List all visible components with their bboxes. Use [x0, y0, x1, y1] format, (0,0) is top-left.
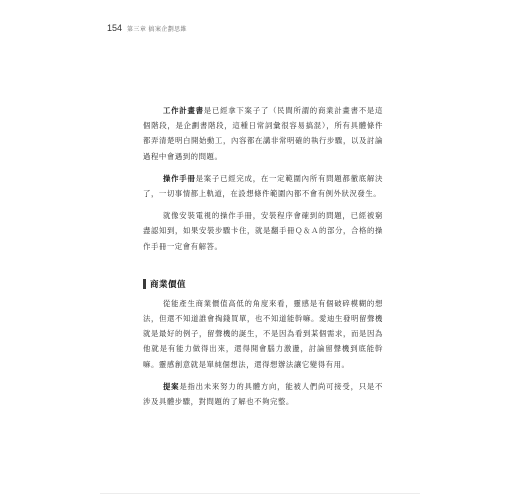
paragraph-text: 是已經拿下案子了（民間所謂的商業計畫書不是這個階段，是企劃書階段，這種日常詞彙很容易搞混），所有具體條件都弄清楚明白開始動工，內容都在講非常明確的執行步驟，以及討論過程中會遇到的問題。 [143, 106, 383, 161]
page-bottom-divider [100, 493, 420, 494]
paragraph-value [143, 296, 383, 372]
paragraph-text: 從能產生商業價值高低的角度來看，靈感是有個破碎模糊的想法，但還不知道誰會掏錢買單，也不知道能幹嘛。愛迪生發明留聲機就是最好的例子，留聲機的誕生，不是因為看到某個需求，而是因為他就是有能力做得出來，還得開會腦力激盪，討論留聲機到底能幹嘛。靈感創意就是單純個想法，還得想辦法讓它變得有用。 [143, 298, 383, 369]
paragraph-manual [143, 171, 383, 201]
body-text [143, 103, 383, 416]
term-manual: 操作手冊 [163, 173, 196, 183]
section-heading [143, 278, 383, 290]
section-title: 商業價值 [150, 279, 187, 290]
paragraph-text: 是案子已經完成，在一定範圍內所有問題都徹底解決了，一切事情都上軌道，在設想條件範圍內都不會有例外狀況發生。 [143, 173, 383, 199]
heading-bar-icon [143, 279, 146, 289]
paragraph-work-plan [143, 103, 383, 164]
page-number: 154 [107, 23, 123, 33]
paragraph-tv-example [143, 208, 383, 254]
paragraph-text: 是指出未來努力的具體方向，能被人們尚可接受，只是不涉及具體步驟，對問題的了解也不夠完整。 [143, 381, 383, 407]
term-work-plan: 工作計畫書 [163, 106, 204, 115]
paragraph-text: 就像安裝電視的操作手冊，安裝程序會確到的問題，已經被窮盡認知到，如果安裝步驟卡住，就是翻手冊Ｑ＆Ａ的部分，合格的操作手冊一定會有解答。 [143, 211, 383, 251]
chapter-title: 第三章 搞案企劃思維 [127, 26, 187, 33]
page-header [107, 23, 187, 37]
paragraph-proposal [143, 379, 383, 409]
term-proposal: 提案 [163, 381, 180, 391]
